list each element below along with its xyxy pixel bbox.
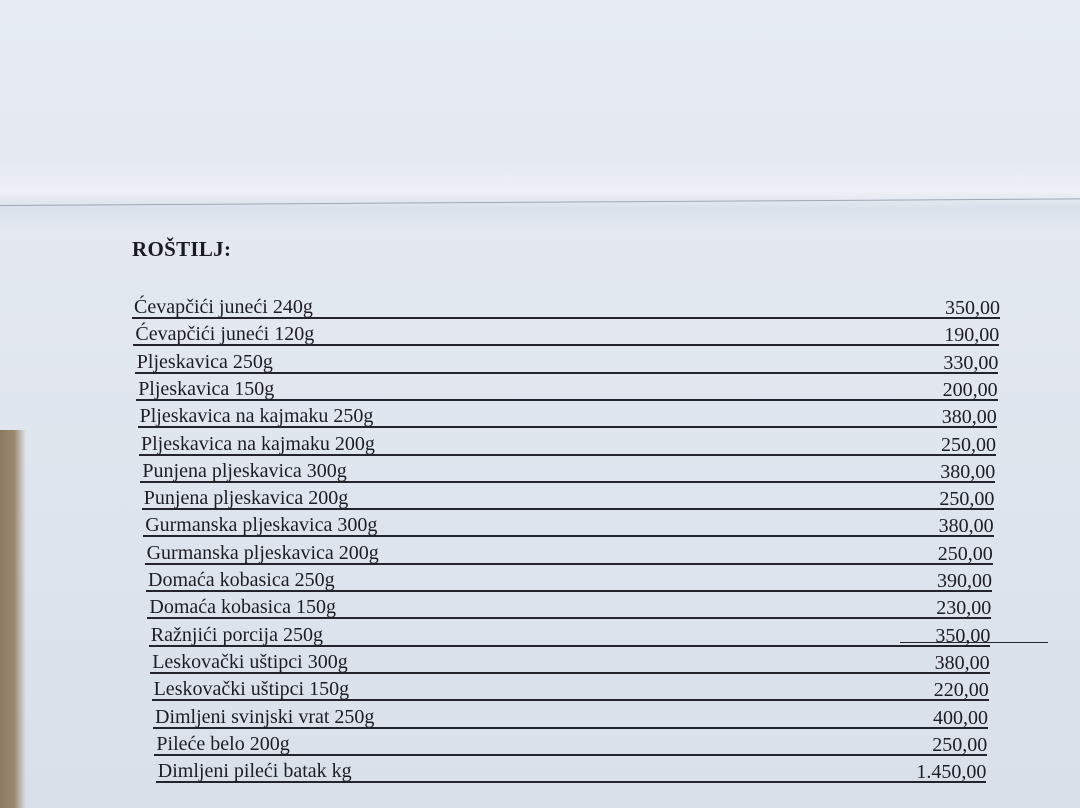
menu-item	[142, 481, 995, 510]
board-edge	[0, 430, 26, 808]
menu-item	[139, 427, 996, 456]
stray-underline	[900, 642, 1048, 643]
menu-item-name: Pileće belo 200g	[156, 732, 290, 755]
paper-fold-shadow	[0, 160, 1080, 230]
menu-item-price: 220,00	[933, 679, 989, 702]
menu-item	[135, 345, 999, 374]
menu-item-price: 190,00	[944, 324, 1000, 347]
menu-item	[147, 590, 991, 619]
menu-item-name: Ražnjići porcija 250g	[150, 623, 323, 646]
menu-item-price: 380,00	[938, 515, 994, 538]
menu-item-price: 250,00	[937, 542, 993, 565]
menu-item	[150, 645, 989, 674]
menu-item	[156, 754, 987, 783]
menu-item	[145, 536, 993, 565]
menu-item-name: Leskovački uštipci 300g	[152, 650, 348, 673]
menu-item-price: 380,00	[940, 460, 996, 483]
menu-item-price: 350,00	[945, 297, 1000, 319]
menu-item-price: 400,00	[933, 706, 988, 729]
menu-item-name: Punjena pljeskavica 300g	[142, 459, 347, 482]
menu-item	[136, 372, 997, 401]
menu-item	[154, 727, 987, 756]
menu-item-name: Leskovački uštipci 150g	[153, 678, 350, 701]
section-heading: ROŠTILJ:	[132, 237, 232, 261]
menu-item-name: Ćevapčići juneći 120g	[135, 323, 315, 346]
menu-item-name: Gurmanska pljeskavica 200g	[146, 541, 379, 564]
menu-item-name: Dimljeni svinjski vrat 250g	[155, 705, 375, 728]
menu-item-price: 380,00	[941, 406, 997, 429]
menu-item-name: Domaća kobasica 150g	[149, 596, 336, 619]
menu-item	[133, 317, 999, 346]
menu-item	[143, 508, 993, 537]
menu-item-name: Pljeskavica na kajmaku 200g	[141, 432, 375, 455]
menu-item-name: Pljeskavica na kajmaku 250g	[139, 405, 374, 428]
menu-item-price: 330,00	[943, 351, 999, 374]
menu-item	[153, 700, 988, 729]
menu-item	[149, 618, 991, 647]
menu-item-price: 250,00	[932, 733, 988, 756]
menu-item-name: Domaća kobasica 250g	[148, 569, 335, 591]
menu-item-price: 250,00	[941, 433, 996, 456]
menu-item	[146, 563, 992, 592]
menu-item	[152, 672, 989, 701]
menu-item	[138, 399, 997, 428]
menu-item-name: Pljeskavica 150g	[138, 377, 275, 400]
menu-item-price: 350,00	[935, 624, 991, 647]
menu-item-name: Pljeskavica 250g	[136, 350, 273, 373]
menu-item-price: 200,00	[942, 378, 998, 401]
menu-item-name: Ćevapčići juneći 240g	[134, 296, 313, 318]
menu-item-name: Gurmanska pljeskavica 300g	[145, 514, 378, 537]
menu-item-price: 380,00	[934, 651, 990, 674]
menu-item-name: Dimljeni pileći batak kg	[157, 760, 352, 783]
menu-item-price: 230,00	[936, 597, 992, 620]
menu-item-price: 390,00	[937, 570, 992, 592]
menu-item	[140, 454, 995, 483]
menu-item-name: Punjena pljeskavica 200g	[143, 487, 349, 510]
menu-item	[132, 290, 1000, 319]
menu-item-price: 1.450,00	[916, 761, 987, 784]
menu-item-price: 250,00	[939, 488, 995, 511]
